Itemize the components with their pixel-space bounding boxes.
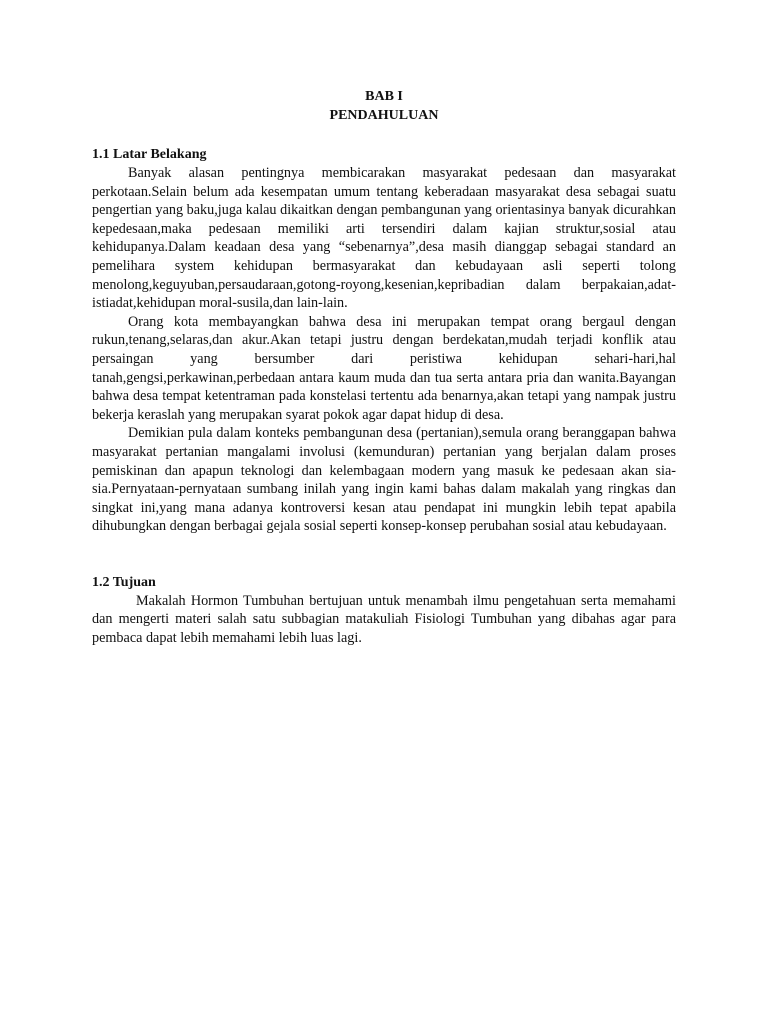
paragraph: Banyak alasan pentingnya membicarakan masyarakat pedesaan dan masyarakat perkotaan.Selain belum ada kesempatan umum tentang keberadaan masyarakat desa sebagai suatu pengertian yang baku,juga kalau dikaitkan dengan pembangunan yang orientasinya banyak dicurahkan kepedesaan,maka pedesaan memiliki arti tersendiri dalam kajian struktur,sosial atau kehidupanya.Dalam keadaan desa yang “sebenarnya”,desa masih dianggap sebagai standard an pemelihara system kehidupan bermasyarakat dan kebudayaan asli seperti tolong menolong,keguyuban,persaudaraan,gotong-royong,kesenian,kepribadian dalam berpakaian,adat-istiadat,kehidupan moral-susila,dan lain-lain. <box>92 165 676 312</box>
chapter-title: PENDAHULUAN <box>329 108 439 123</box>
page-content <box>92 87 676 648</box>
section-latar-belakang <box>92 145 676 536</box>
section-heading: 1.2 Tujuan <box>92 574 156 590</box>
chapter-number: BAB I <box>365 89 403 104</box>
paragraph: Makalah Hormon Tumbuhan bertujuan untuk menambah ilmu pengetahuan serta memahami dan mengerti materi salah satu subbagian matakuliah Fisiologi Tumbuhan yang dibahas agar para pembaca dapat lebih memahami lebih luas lagi. <box>92 592 676 647</box>
section-heading: 1.1 Latar Belakang <box>92 147 207 162</box>
paragraph: Demikian pula dalam konteks pembangunan desa (pertanian),semula orang beranggapan bahwa masyarakat pertanian mangalami involusi (kemunduran) pertanian yang berjalan dalam proses pemiskinan dan apapun teknologi dan kelembagaan modern yang masuk ke pedesaan akan sia-sia.Pernyataan-pernyataan sumbang inilah yang ingin kami bahas dalam makalah yang ringkas dan singkat ini,yang mana adanya kontroversi kesan atau pendapat ini mungkin lebih tepat apabila dihubungkan dengan berbagai gejala sosial seperti konsep-konsep perubahan sosial atau kebudayaan. <box>92 425 676 535</box>
paragraph: Orang kota membayangkan bahwa desa ini merupakan tempat orang bergaul dengan rukun,tenang,selaras,dan akur.Akan tetapi justru dengan berdekatan,mudah terjadi konflik atau persaingan yang bersumber dari peristiwa kehidupan sehari-hari,hal tanah,gengsi,perkawinan,perbedaan antara kaum muda dan tua serta antara pria dan wanita.Bayangan bahwa desa tempat ketentraman pada konstelasi tertentu ada benarnya,akan tetapi yang nampak justru bekerja keraslah yang merupakan syarat pokok agar dapat hidup di desa. <box>92 313 676 423</box>
section-tujuan <box>92 573 676 648</box>
